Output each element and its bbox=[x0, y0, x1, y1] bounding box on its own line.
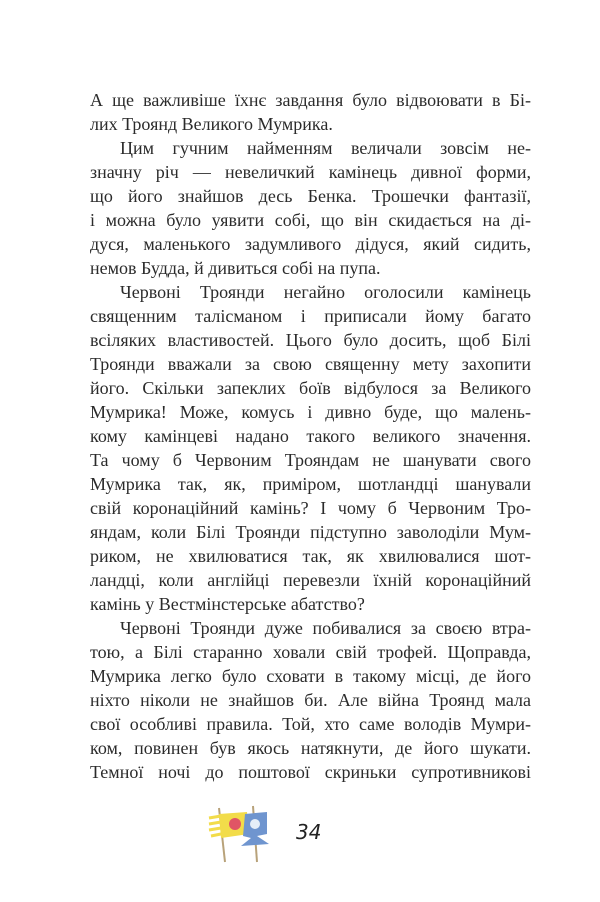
text-line: священним талісманом і приписали йому багато bbox=[90, 306, 531, 326]
text-line: ніхто ніколи не знайшов би. Але війна Троянд мала bbox=[90, 690, 531, 710]
paragraph bbox=[90, 88, 531, 136]
text-line: Цим гучним найменням величали зовсім не- bbox=[120, 138, 531, 158]
text-line: А ще важливіше їхнє завдання було відвоювати в Бі- bbox=[90, 90, 531, 110]
text-line: яндам, коли Білі Троянди підступно заволоділи Мум- bbox=[90, 522, 531, 542]
text-line: значну річ — невеличкий камінець дивної форми, bbox=[90, 162, 531, 182]
text-line: всіляких властивостей. Цього було досить, щоб Білі bbox=[90, 330, 531, 350]
text-line: риком, не хвилюватися так, як хвилювалися шот- bbox=[90, 546, 531, 566]
text-line: немов Будда, й дивиться собі на пупа. bbox=[90, 258, 381, 278]
text-line: свої особливі правила. Той, хто саме володів Мумри- bbox=[90, 714, 531, 734]
page-body-text bbox=[90, 88, 531, 784]
text-line: ландці, коли англійці перевезли їхній коронаційний bbox=[90, 570, 531, 590]
paragraph bbox=[90, 616, 531, 784]
text-line: його. Скільки запеклих боїв відбулося за Великого bbox=[90, 378, 531, 398]
text-line: свій коронаційний камінь? І чому б Червоним Тро- bbox=[90, 498, 531, 518]
text-line: Темної ночі до поштової скриньки супротивникові bbox=[90, 762, 531, 782]
text-line: кому камінцеві надано такого великого значення. bbox=[90, 426, 531, 446]
text-line: лих Троянд Великого Мумрика. bbox=[90, 114, 333, 134]
page-number: 34 bbox=[296, 820, 322, 844]
text-line: Мумрика так, як, приміром, шотландці шанували bbox=[90, 474, 531, 494]
text-line: тою, а Білі старанно ховали свій трофей. Щоправда, bbox=[90, 642, 531, 662]
text-line: ком, повинен був якось натякнути, де його шукати. bbox=[90, 738, 531, 758]
text-line: і можна було уявити собі, що він скидається на ді- bbox=[90, 210, 531, 230]
text-line: дуся, маленького задумливого дідуся, який сидить, bbox=[90, 234, 531, 254]
text-line: Мумрика! Може, комусь і дивно буде, що малень- bbox=[90, 402, 531, 422]
paragraph bbox=[90, 280, 531, 616]
text-line: камінь у Вестмінстерське абатство? bbox=[90, 594, 365, 614]
text-line: Червоні Троянди дуже побивалися за своєю втра- bbox=[120, 618, 531, 638]
paragraph bbox=[90, 136, 531, 280]
text-line: Мумрика легко було сховати в такому місці, де його bbox=[90, 666, 531, 686]
text-line: Троянди вважали за свою священну мету захопити bbox=[90, 354, 531, 374]
text-line: Та чому б Червоним Трояндам не шанувати свого bbox=[90, 450, 531, 470]
text-line: що його знайшов десь Бенка. Трошечки фантазії, bbox=[90, 186, 531, 206]
text-line: Червоні Троянди негайно оголосили камінець bbox=[120, 282, 531, 302]
flags-icon bbox=[205, 800, 295, 865]
